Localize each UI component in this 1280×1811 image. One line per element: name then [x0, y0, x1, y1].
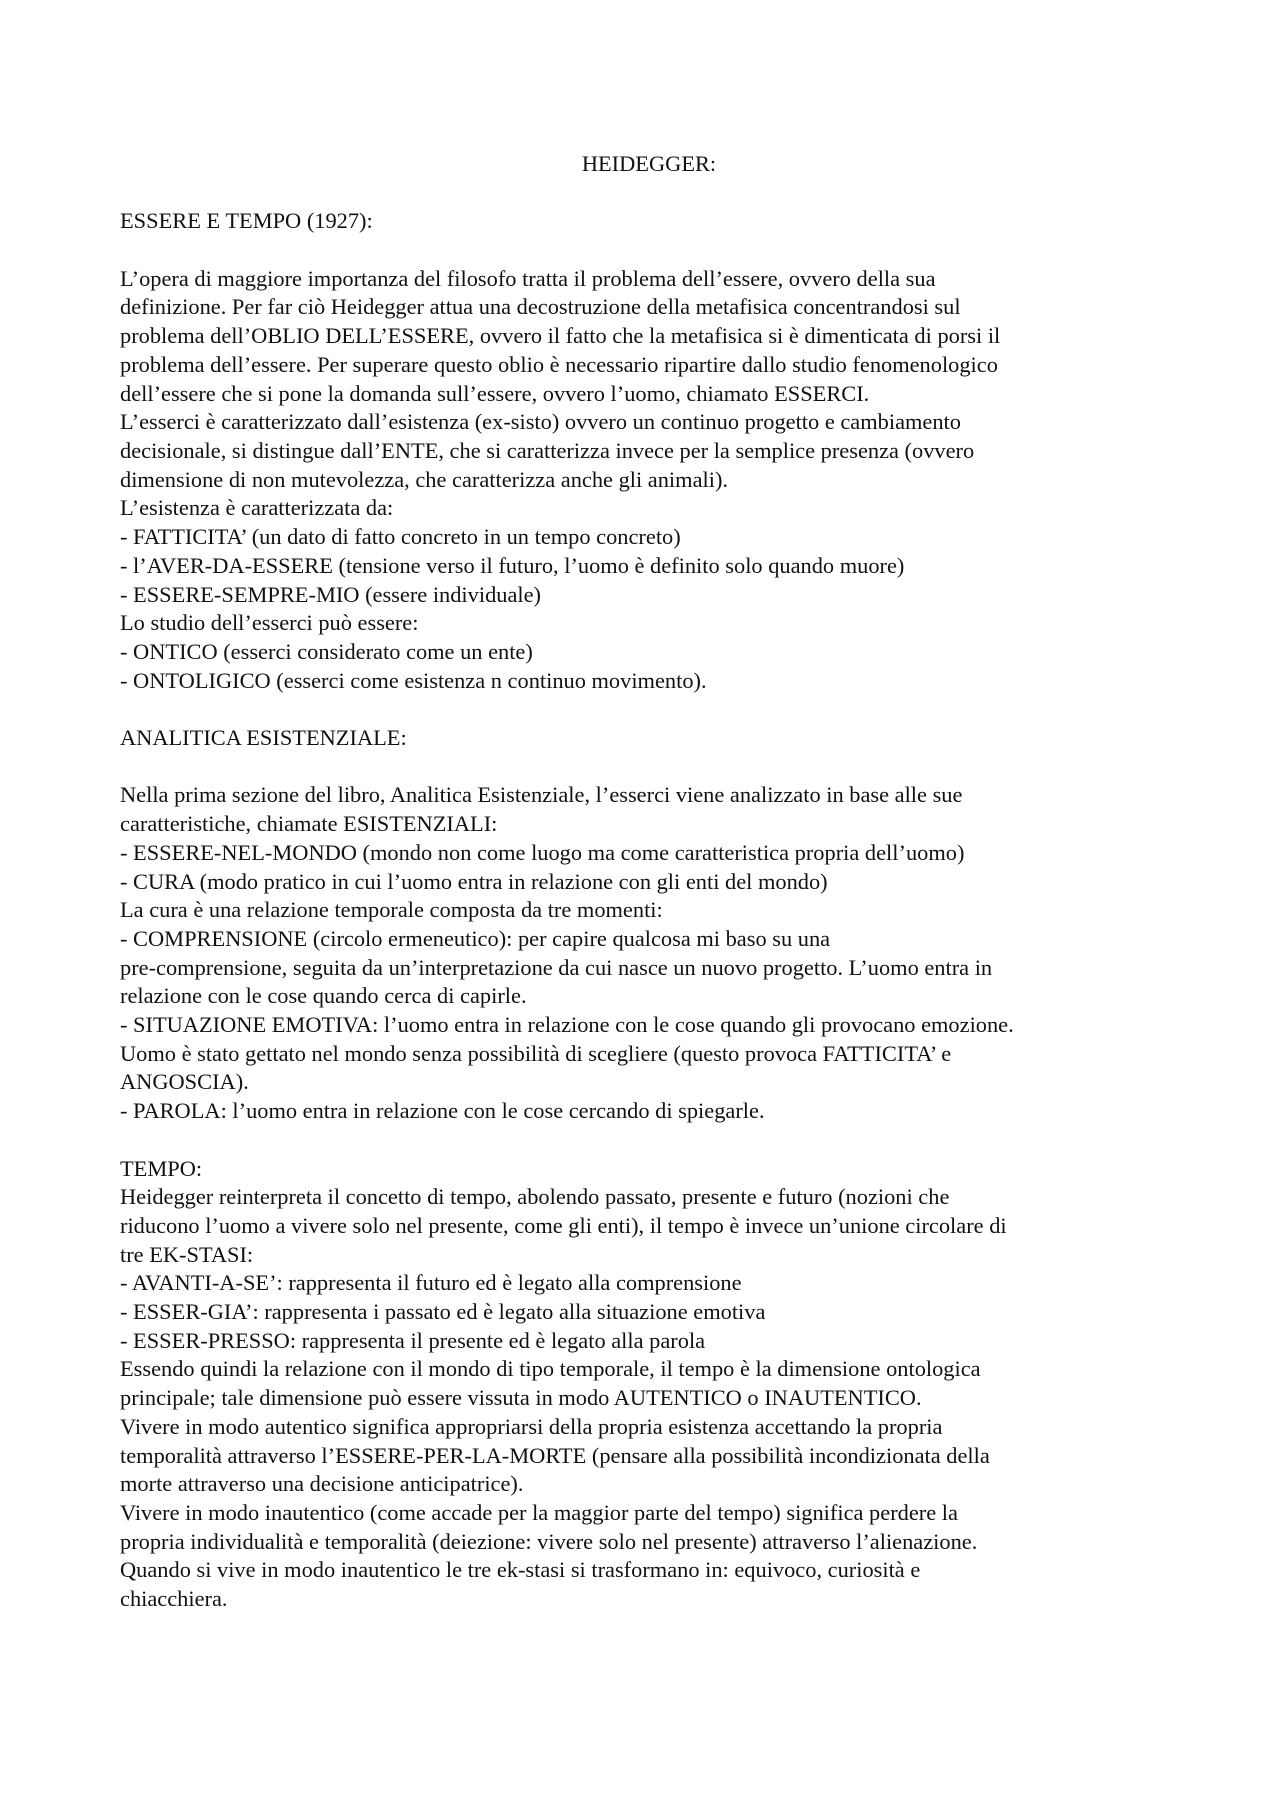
text-line: L’esserci è caratterizzato dall’esistenza (ex-sisto) ovvero un continuo progetto e cambiamento: [120, 409, 961, 435]
text-line: Vivere in modo autentico significa appropriarsi della propria esistenza accettando la propria: [120, 1413, 943, 1439]
text-line: tre EK-STASI:: [120, 1241, 254, 1267]
text-line: Quando si vive in modo inautentico le tre ek-stasi si trasformano in: equivoco, curiosità e: [120, 1557, 921, 1583]
page-title: HEIDEGGER:: [581, 151, 717, 176]
text-line: Essendo quindi la relazione con il mondo di tipo temporale, il tempo è la dimensione ontologica: [120, 1356, 981, 1382]
spacer: [120, 179, 1160, 208]
text-line: Lo studio dell’esserci può essere:: [120, 610, 419, 636]
list-item: - ONTICO (esserci considerato come un ente): [120, 638, 533, 664]
text-line: dell’essere che si pone la domanda sull’essere, ovvero l’uomo, chiamato ESSERCI.: [120, 380, 870, 406]
list-item: - l’AVER-DA-ESSERE (tensione verso il futuro, l’uomo è definito solo quando muore): [120, 552, 905, 578]
section-body-tempo: [120, 1183, 1160, 1614]
spacer: [120, 236, 1160, 265]
text-line: relazione con le cose quando cerca di capirle.: [120, 983, 527, 1009]
section-body-essere-e-tempo: [120, 265, 1160, 696]
list-item: - ESSERE-SEMPRE-MIO (essere individuale): [120, 581, 542, 607]
text-line: principale; tale dimensione può essere vissuta in modo AUTENTICO o INAUTENTICO.: [120, 1385, 922, 1411]
text-line: ANGOSCIA).: [120, 1069, 249, 1095]
text-line: definizione. Per far ciò Heidegger attua una decostruzione della metafisica concentrandosi sul: [120, 294, 961, 320]
text-line: decisionale, si distingue dall’ENTE, che si caratterizza invece per la semplice presenza (ovvero: [120, 438, 975, 463]
section-heading-tempo: TEMPO:: [120, 1155, 203, 1181]
document-body: [120, 150, 1160, 1614]
text-line: L’esistenza è caratterizzata da:: [120, 495, 394, 521]
text-line: problema dell’essere. Per superare questo oblio è necessario ripartire dallo studio fenomenologico: [120, 351, 998, 377]
text-line: dimensione di non mutevolezza, che caratterizza anche gli animali).: [120, 466, 729, 492]
list-item: - ESSER-GIA’: rappresenta i passato ed è legato alla situazione emotiva: [120, 1299, 766, 1325]
list-item: - ESSER-PRESSO: rappresenta il presente ed è legato alla parola: [120, 1327, 706, 1353]
text-line: problema dell’OBLIO DELL’ESSERE, ovvero il fatto che la metafisica si è dimenticata di porsi il: [120, 323, 1001, 349]
list-item: - COMPRENSIONE (circolo ermeneutico): per capire qualcosa mi baso su una: [120, 925, 831, 951]
text-line: chiacchiera.: [120, 1586, 228, 1612]
spacer: [120, 753, 1160, 782]
section-body-analitica-esistenziale: [120, 781, 1160, 1125]
text-line: caratteristiche, chiamate ESISTENZIALI:: [120, 811, 498, 837]
spacer: [120, 695, 1160, 724]
spacer: [120, 1126, 1160, 1155]
section-heading-essere-e-tempo: ESSERE E TEMPO (1927):: [120, 208, 373, 234]
text-line: propria individualità e temporalità (deiezione: vivere solo nel presente) attraverso l’alienazione.: [120, 1528, 978, 1554]
section-heading-analitica-esistenziale: ANALITICA ESISTENZIALE:: [120, 725, 407, 751]
text-line: Vivere in modo inautentico (come accade per la maggior parte del tempo) significa perdere la: [120, 1499, 958, 1525]
list-item: - CURA (modo pratico in cui l’uomo entra in relazione con gli enti del mondo): [120, 868, 828, 894]
list-item: - FATTICITA’ (un dato di fatto concreto in un tempo concreto): [120, 524, 681, 550]
text-line: morte attraverso una decisione anticipatrice).: [120, 1471, 524, 1497]
text-line: Heidegger reinterpreta il concetto di tempo, abolendo passato, presente e futuro (nozioni che: [120, 1184, 950, 1210]
text-line: pre-comprensione, seguita da un’interpretazione da cui nasce un nuovo progetto. L’uomo entra in: [120, 954, 993, 980]
list-item: - AVANTI-A-SE’: rappresenta il futuro ed è legato alla comprensione: [120, 1270, 742, 1296]
text-line: temporalità attraverso l’ESSERE-PER-LA-MORTE (pensare alla possibilità incondizionata della: [120, 1442, 990, 1468]
text-line: Nella prima sezione del libro, Analitica Esistenziale, l’esserci viene analizzato in base alle sue: [120, 782, 963, 808]
list-item: - SITUAZIONE EMOTIVA: l’uomo entra in relazione con le cose quando gli provocano emozione.: [120, 1012, 1014, 1038]
list-item: - PAROLA: l’uomo entra in relazione con le cose cercando di spiegarle.: [120, 1098, 765, 1124]
text-line: La cura è una relazione temporale composta da tre momenti:: [120, 897, 663, 923]
text-line: riducono l’uomo a vivere solo nel presente, come gli enti), il tempo è invece un’unione circolare di: [120, 1212, 1007, 1238]
text-line: L’opera di maggiore importanza del filosofo tratta il problema dell’essere, ovvero della sua: [120, 265, 936, 291]
list-item: - ONTOLIGICO (esserci come esistenza n continuo movimento).: [120, 667, 707, 693]
text-line: Uomo è stato gettato nel mondo senza possibilità di scegliere (questo provoca FATTICITA’ e: [120, 1040, 952, 1066]
list-item: - ESSERE-NEL-MONDO (mondo non come luogo ma come caratteristica propria dell’uomo): [120, 839, 965, 865]
